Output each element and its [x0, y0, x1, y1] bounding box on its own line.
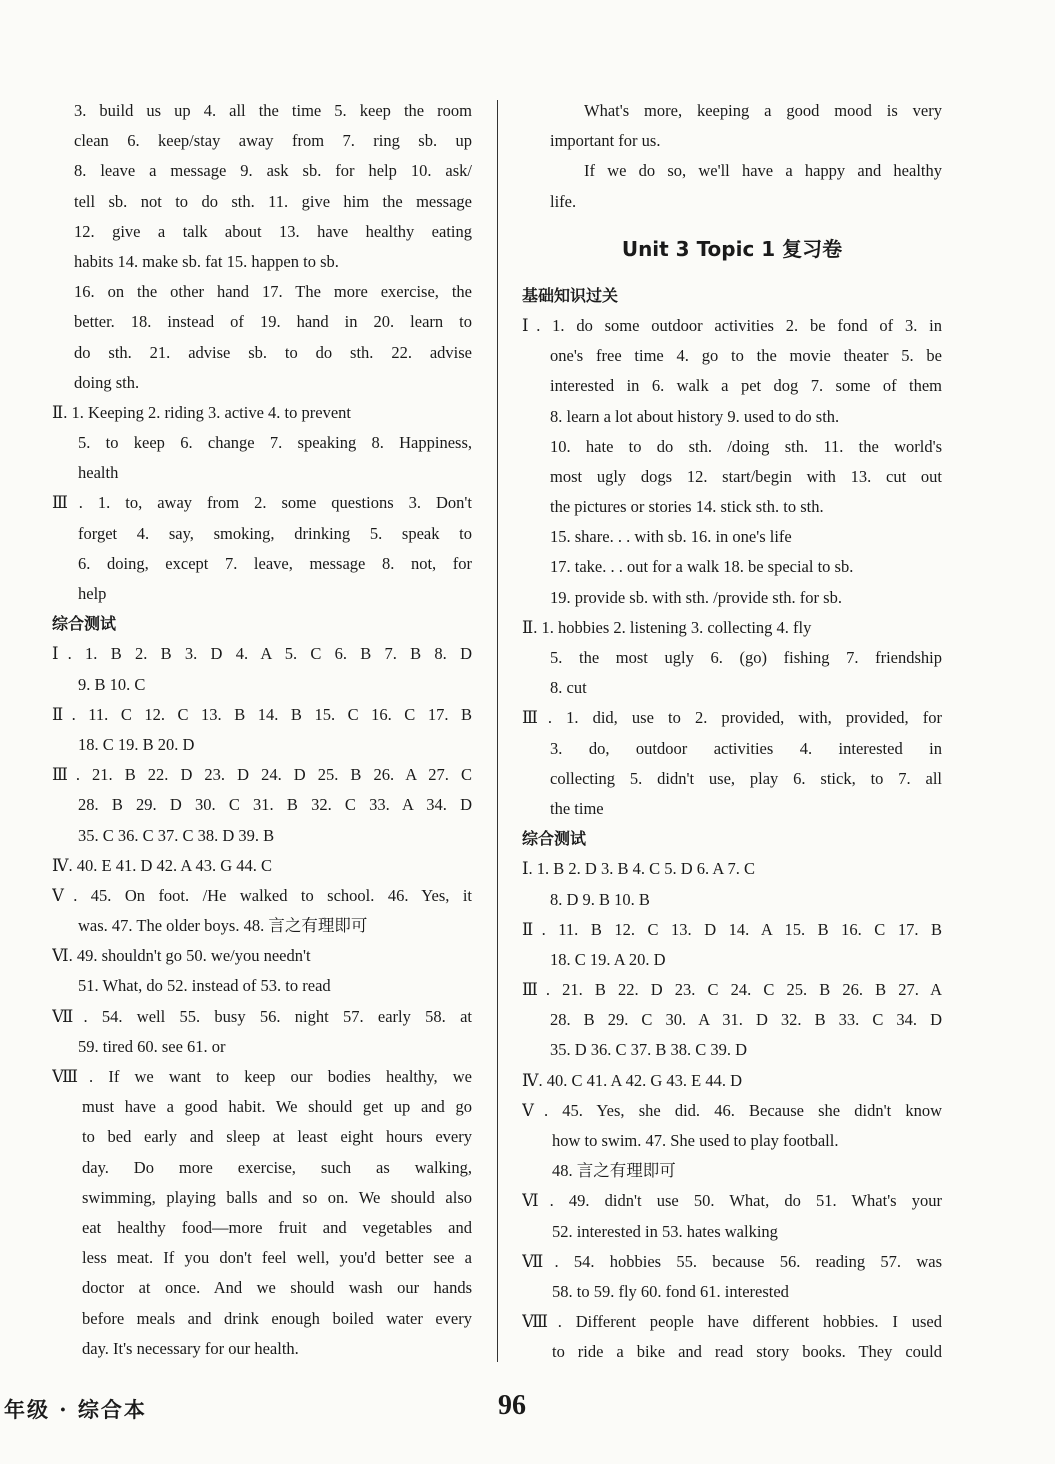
- answer-line: If we do so, we'll have a happy and healthy: [584, 161, 942, 181]
- answer-line: 8. D 9. B 10. B: [550, 889, 650, 909]
- answer-line: life.: [550, 191, 577, 211]
- answer-line: to ride a bike and read story books. They could: [552, 1342, 942, 1362]
- answer-line: 52. interested in 53. hates walking: [552, 1221, 778, 1241]
- section-heading: 综合测试: [522, 829, 587, 849]
- answer-line: 8. learn a lot about history 9. used to do sth.: [550, 406, 840, 426]
- answer-line: day. It's necessary for our health.: [82, 1338, 299, 1358]
- answer-line: Ⅱ. 11. B 12. C 13. D 14. A 15. B 16. C 17. B: [522, 919, 942, 939]
- answer-line: 35. D 36. C 37. B 38. C 39. D: [550, 1040, 748, 1060]
- answer-line: 15. share. . . with sb. 16. in one's life: [550, 527, 792, 547]
- answer-line: Ⅲ. 1. did, use to 2. provided, with, provided, for: [522, 708, 942, 728]
- answer-line: most ugly dogs 12. start/begin with 13. cut out: [550, 466, 942, 486]
- answer-line: 35. C 36. C 37. C 38. D 39. B: [78, 825, 275, 845]
- answer-line: Ⅲ. 21. B 22. D 23. D 24. D 25. B 26. A 27. C: [52, 765, 472, 785]
- answer-line: forget 4. say, smoking, drinking 5. speak to: [78, 523, 472, 543]
- answer-line: the time: [550, 798, 604, 818]
- answer-line: Ⅰ. 1. B 2. D 3. B 4. C 5. D 6. A 7. C: [522, 859, 755, 879]
- section-heading: 综合测试: [52, 614, 117, 634]
- answer-line: less meat. If you don't feel well, you'd better see a: [82, 1248, 472, 1268]
- answer-line: Ⅱ. 11. C 12. C 13. B 14. B 15. C 16. C 17. B: [52, 704, 472, 724]
- answer-line: doctor at once. And we should wash our hands: [82, 1278, 472, 1298]
- answer-line: Ⅰ. 1. B 2. B 3. D 4. A 5. C 6. B 7. B 8. D: [52, 644, 472, 664]
- answer-line: was. 47. The older boys. 48. 言之有理即可: [78, 916, 368, 936]
- answer-line: do sth. 21. advise sb. to do sth. 22. advise: [74, 342, 472, 362]
- section-heading: 基础知识过关: [522, 285, 619, 305]
- answer-line: 18. C 19. A 20. D: [550, 949, 666, 969]
- answer-line: 28. B 29. C 30. A 31. D 32. B 33. C 34. D: [550, 1010, 942, 1030]
- answer-line: 28. B 29. D 30. C 31. B 32. C 33. A 34. D: [78, 795, 472, 815]
- answer-line: must have a good habit. We should get up and go: [82, 1097, 472, 1117]
- column-divider: [497, 100, 498, 1362]
- answer-line: Ⅵ. 49. didn't use 50. What, do 51. What's your: [522, 1191, 942, 1211]
- answer-line: Ⅴ. 45. On foot. /He walked to school. 46. Yes, it: [52, 885, 472, 905]
- answer-line: 6. doing, except 7. leave, message 8. not, for: [78, 553, 472, 573]
- answer-line: better. 18. instead of 19. hand in 20. learn to: [74, 312, 472, 332]
- answer-line: 3. build us up 4. all the time 5. keep the room: [74, 101, 472, 120]
- answer-line: how to swim. 47. She used to play football.: [552, 1131, 839, 1150]
- answer-line: Ⅱ. 1. hobbies 2. listening 3. collecting 4. fly: [522, 617, 812, 637]
- footer-book-label: 年级 · 综合本: [4, 1397, 147, 1422]
- answer-line: 8. leave a message 9. ask sb. for help 10. ask/: [74, 161, 472, 181]
- answer-line: 19. provide sb. with sth. /provide sth. for sb.: [550, 587, 842, 607]
- answer-line: 3. do, outdoor activities 4. interested in: [550, 738, 942, 758]
- answer-line: Ⅵ. 49. shouldn't go 50. we/you needn't: [52, 946, 311, 966]
- answer-line: before meals and drink enough boiled water every: [82, 1308, 472, 1328]
- answer-line: 9. B 10. C: [78, 674, 146, 694]
- answer-line: 51. What, do 52. instead of 53. to read: [78, 976, 331, 996]
- answer-line: health: [78, 463, 119, 483]
- answer-line: clean 6. keep/stay away from 7. ring sb. up: [74, 131, 472, 151]
- answer-line: 10. hate to do sth. /doing sth. 11. the world's: [550, 436, 942, 456]
- answer-line: one's free time 4. go to the movie theater 5. be: [550, 346, 942, 366]
- answer-line: collecting 5. didn't use, play 6. stick, to 7. all: [550, 768, 942, 788]
- answer-line: Ⅳ. 40. E 41. D 42. A 43. G 44. C: [52, 855, 272, 875]
- answer-line: 58. to 59. fly 60. fond 61. interested: [552, 1281, 789, 1301]
- answer-line: Ⅷ. Different people have different hobbies. I used: [522, 1312, 942, 1332]
- left-answer-column: [52, 96, 472, 1364]
- answer-line: Ⅲ. 1. to, away from 2. some questions 3. Don't: [52, 493, 472, 513]
- answer-line: 5. the most ugly 6. (go) fishing 7. friendship: [550, 648, 942, 667]
- answer-line: Ⅶ. 54. well 55. busy 56. night 57. early 58. at: [52, 1006, 472, 1026]
- answer-line: help: [78, 584, 107, 603]
- answer-line: doing sth.: [74, 372, 140, 392]
- answer-line: 59. tired 60. see 61. or: [78, 1036, 226, 1056]
- unit-title: Unit 3 Topic 1 复习卷: [621, 236, 843, 261]
- answer-line: 5. to keep 6. change 7. speaking 8. Happiness,: [78, 433, 472, 453]
- answer-line: eat healthy food—more fruit and vegetables and: [82, 1217, 472, 1237]
- answer-line: 8. cut: [550, 678, 587, 698]
- answer-line: tell sb. not to do sth. 11. give him the message: [74, 191, 472, 211]
- answer-line: Ⅳ. 40. C 41. A 42. G 43. E 44. D: [522, 1070, 742, 1090]
- answer-line: Ⅲ. 21. B 22. D 23. C 24. C 25. B 26. B 27. A: [522, 980, 942, 1000]
- answer-line: What's more, keeping a good mood is very: [584, 101, 942, 120]
- answer-line: the pictures or stories 14. stick sth. to sth.: [550, 497, 824, 517]
- page-number: 96: [498, 1390, 526, 1421]
- answer-line: to bed early and sleep at least eight hours every: [82, 1127, 472, 1147]
- answer-line: interested in 6. walk a pet dog 7. some of them: [550, 376, 942, 396]
- answer-line: important for us.: [550, 131, 661, 151]
- answer-line: Ⅶ. 54. hobbies 55. because 56. reading 57. was: [522, 1251, 942, 1271]
- answer-line: 17. take. . . out for a walk 18. be special to sb.: [550, 557, 854, 577]
- answer-line: 18. C 19. B 20. D: [78, 734, 195, 754]
- answer-line: 12. give a talk about 13. have healthy eating: [74, 221, 472, 241]
- answer-line: 16. on the other hand 17. The more exercise, the: [74, 282, 472, 302]
- answer-line: swimming, playing balls and so on. We should also: [82, 1187, 472, 1207]
- answer-line: 48. 言之有理即可: [552, 1161, 676, 1181]
- answer-line: Ⅰ. 1. do some outdoor activities 2. be fond of 3. in: [522, 315, 942, 335]
- answer-line: day. Do more exercise, such as walking,: [82, 1157, 472, 1177]
- answer-line: Ⅴ. 45. Yes, she did. 46. Because she didn't know: [522, 1100, 942, 1120]
- answer-line: Ⅷ. If we want to keep our bodies healthy, we: [52, 1067, 472, 1086]
- answer-line: Ⅱ. 1. Keeping 2. riding 3. active 4. to prevent: [52, 402, 351, 422]
- answer-line: habits 14. make sb. fat 15. happen to sb.: [74, 251, 339, 271]
- right-answer-column: [522, 96, 942, 1368]
